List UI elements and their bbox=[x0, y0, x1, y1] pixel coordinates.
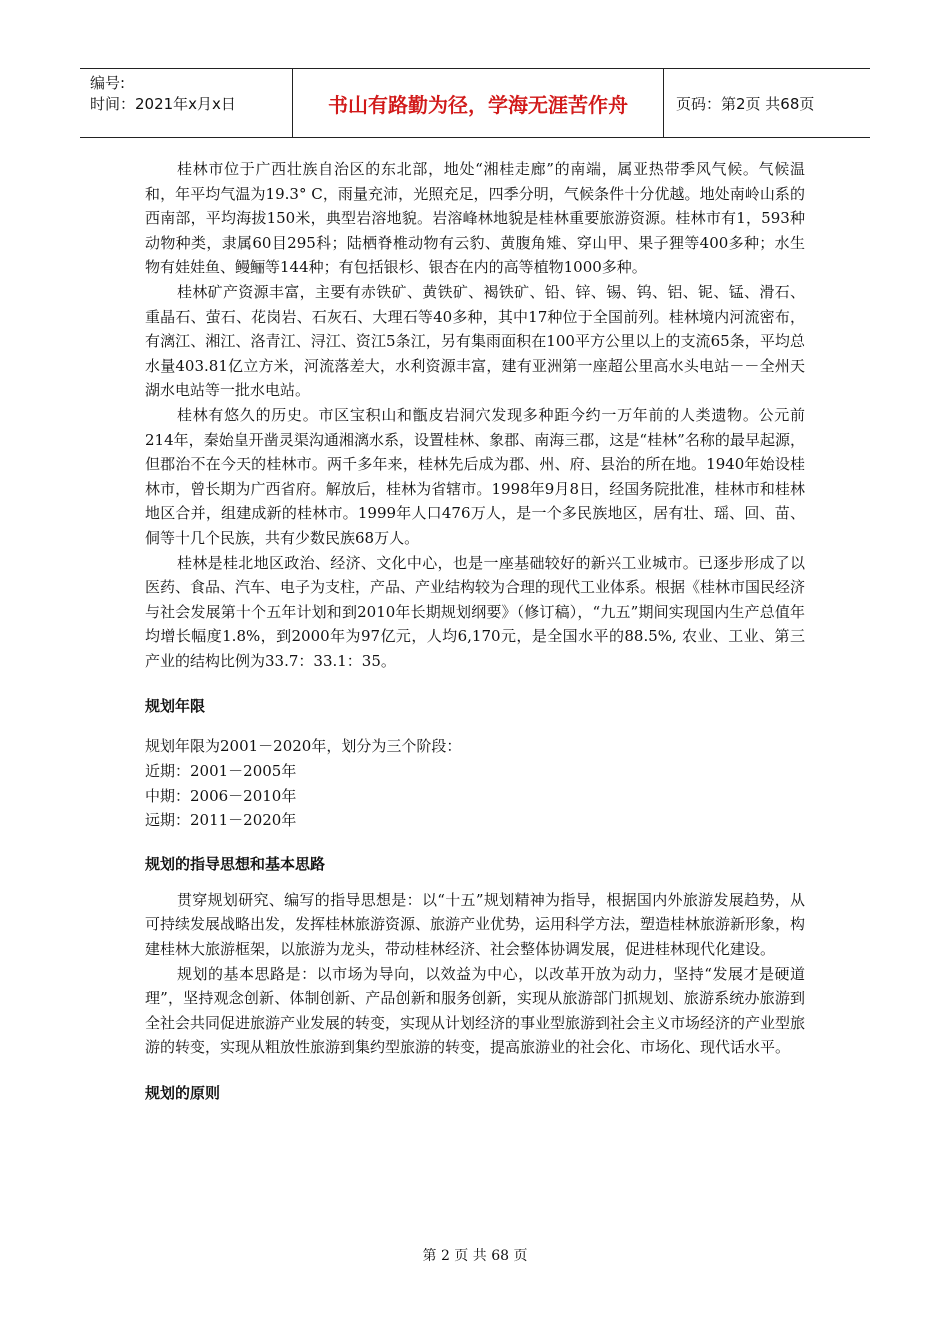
paragraph-history: 桂林有悠久的历史。市区宝积山和甑皮岩洞穴发现多种距今约一万年前的人类遗物。公元前214年，秦始皇开凿灵渠沟通湘漓水系，设置桂林、象郡、南海三郡，这是“桂林”名称的最早起源，但郡治不在今天的桂林市。两千多年来，桂林先后成为郡、州、府、县治的所在地。1940年始设桂林市，曾长期为广西省府。解放后，桂林为省辖市。1998年9月8日，经国务院批准，桂林市和桂林地区合并，组建成新的桂林市。1999年人口476万人，是一个多民族地区，居有壮、瑶、回、苗、侗等十几个民族，共有少数民族68万人。 bbox=[145, 405, 805, 547]
period-far: 远期：2011－2020年 bbox=[145, 811, 297, 830]
paragraph-basic-approach: 规划的基本思路是：以市场为导向，以效益为中心，以改革开放为动力，坚持“发展才是硬道理”，坚持观念创新、体制创新、产品创新和服务创新，实现从旅游部门抓规划、旅游系统办旅游到全社会共同促进旅游产业发展的转变，实现从计划经济的事业型旅游到社会主义市场经济的产业型旅游的转变，实现从粗放性旅游到集约型旅游的转变，提高旅游业的社会化、市场化、现代话水平。 bbox=[145, 964, 806, 1057]
page-footer: 第 2 页 共 68 页 bbox=[422, 1248, 528, 1264]
period-intro: 规划年限为2001－2020年，划分为三个阶段： bbox=[145, 737, 462, 756]
paragraph-resources: 桂林矿产资源丰富，主要有赤铁矿、黄铁矿、褐铁矿、铅、锌、锡、钨、铝、铌、锰、滑石、重晶石、萤石、花岗岩、石灰石、大理石等40多种，其中17种位于全国前列。桂林境内河流密布，有漓江、湘江、洛青江、浔江、资江5条江，另有集雨面积在100平方公里以上的支流65条，平均总水量403.81亿立方米，河流落差大，水利资源丰富，建有亚洲第一座超公里高水头电站－－全州天湖水电站等一批水电站。 bbox=[145, 282, 805, 400]
document-body bbox=[145, 157, 805, 1103]
paragraph-geography: 桂林市位于广西壮族自治区的东北部，地处“湘桂走廊”的南端，属亚热带季风气候。气候温和，年平均气温为19.3° C，雨量充沛，光照充足，四季分明，气候条件十分优越。地处南岭山系的西南部，平均海拔150米，典型岩溶地貌。岩溶峰林地貌是桂林重要旅游资源。桂林市有1，593种动物种类，隶属60目295科；陆栖脊椎动物有云豹、黄腹角雉、穿山甲、果子狸等400多种；水生物有娃娃鱼、鳗鲡等144种；有包括银杉、银杏在内的高等植物1000多种。 bbox=[145, 160, 805, 277]
section-heading-principles: 规划的原则 bbox=[145, 1084, 221, 1102]
page-header bbox=[80, 68, 870, 138]
document-date-label: 时间：2021年x月x日 bbox=[90, 95, 236, 113]
paragraph-economy: 桂林是桂北地区政治、经济、文化中心，也是一座基础较好的新兴工业城市。已逐步形成了以医药、食品、汽车、电子为支柱，产品、产业结构较为合理的现代工业体系。根据《桂林市国民经济与社会发展第十个五年计划和到2010年长期规划纲要》（修订稿），“九五”期间实现国内生产总值年均增长幅度1.8%，到2000年为97亿元，人均6,170元，是全国水平的88.5%, 农业、工业、第三产业的结构比例为33.7：33.1：35。 bbox=[145, 553, 806, 670]
header-info bbox=[80, 69, 293, 137]
paragraph-guiding-thought: 贯穿规划研究、编写的指导思想是：以“十五”规划精神为指导，根据国内外旅游发展趋势，从可持续发展战略出发，发挥桂林旅游资源、旅游产业优势，运用科学方法，塑造桂林旅游新形象，构建桂林大旅游框架，以旅游为龙头，带动桂林经济、社会整体协调发展，促进桂林现代化建设。 bbox=[145, 890, 806, 959]
header-motto: 书山有路勤为径，学海无涯苦作舟 bbox=[293, 69, 664, 137]
period-near: 近期：2001－2005年 bbox=[145, 762, 297, 781]
header-page-label: 页码：第2页 共68页 bbox=[676, 94, 815, 113]
section-heading-guiding: 规划的指导思想和基本思路 bbox=[145, 854, 326, 873]
section-heading-period: 规划年限 bbox=[145, 697, 206, 716]
document-number-label: 编号: bbox=[90, 74, 126, 92]
period-mid: 中期：2006－2010年 bbox=[145, 786, 297, 805]
